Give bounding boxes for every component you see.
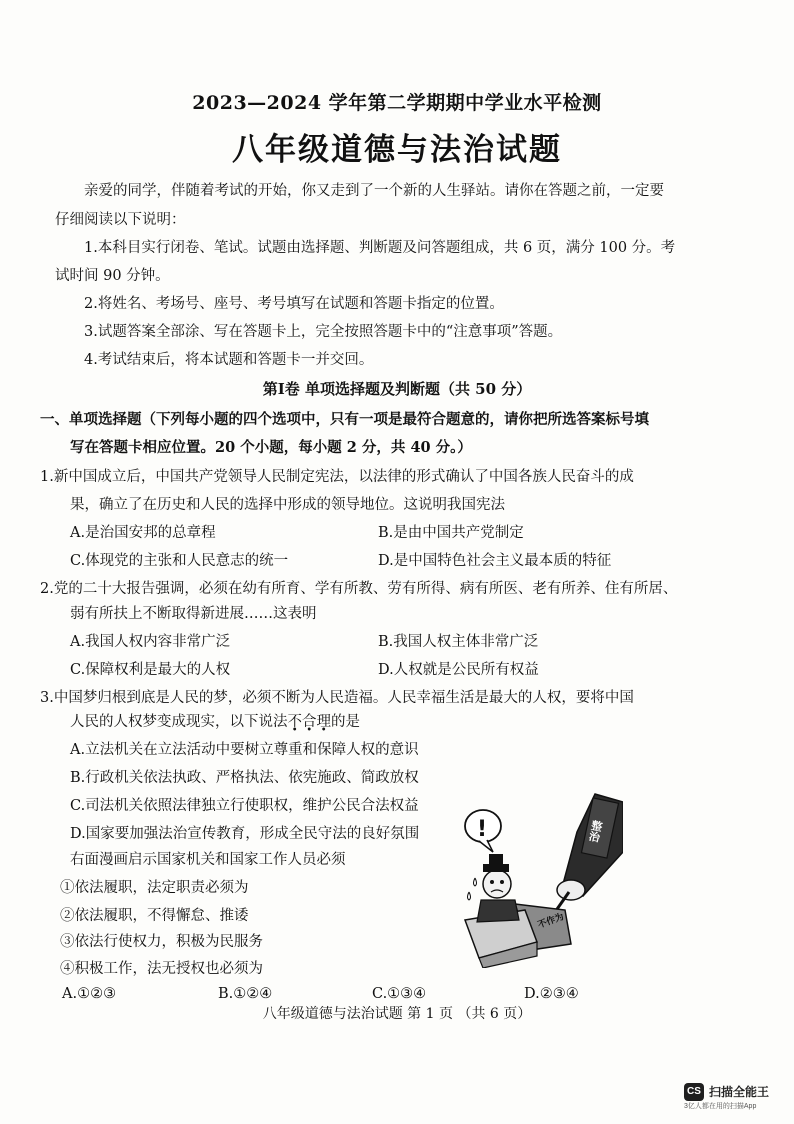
q1-stem-2: 果，确立了在历史和人民的选择中形成的领导地位。这说明我国宪法 [70, 497, 505, 513]
q4-option-c: C.①③④ [372, 986, 427, 1002]
scanner-watermark [684, 1083, 788, 1113]
note-2: 2.将姓名、考场号、座号、考号填写在试题和答题卡指定的位置。 [84, 296, 504, 312]
scanner-logo-icon: CS [684, 1083, 704, 1101]
subject-title: 八年级道德与法治试题 [232, 132, 562, 168]
section-title: 第Ⅰ卷 单项选择题及判断题（共 50 分） [262, 380, 532, 398]
q2-stem-1: 2.党的二十大报告强调，必须在幼有所育、学有所教、劳有所得、病有所医、老有所养、住有所居、 [40, 581, 678, 597]
q4-statement-1: ①依法履职，法定职责必须为 [60, 880, 249, 896]
q1-option-b: B.是由中国共产党制定 [378, 525, 524, 541]
emphasis-char: 合 [302, 714, 317, 730]
q2-option-a: A.我国人权内容非常广泛 [70, 634, 231, 650]
part1-instruction-1: 一、单项选择题（下列每小题的四个选项中，只有一项是最符合题意的，请你把所选答案标号填 [40, 411, 649, 428]
q2-option-c: C.保障权利是最大的人权 [70, 662, 231, 678]
page-footer: 八年级道德与法治试题 第 1 页 （共 6 页） [262, 1006, 532, 1022]
comic-illustration [445, 792, 623, 968]
emphasis-char: 不 [287, 714, 302, 730]
comic-exclaim: ! [477, 817, 488, 842]
comic-box-text: 不作为 [536, 912, 566, 931]
q2-option-b: B.我国人权主体非常广泛 [378, 634, 539, 650]
q3-stem-1: 3.中国梦归根到底是人民的梦，必须不断为人民造福。人民幸福生活是最大的人权，要将中国 [40, 690, 634, 706]
intro-line-2: 仔细阅读以下说明： [55, 212, 186, 228]
q1-option-a: A.是治国安邦的总章程 [70, 525, 216, 541]
note-4: 4.考试结束后，将本试题和答题卡一并交回。 [84, 352, 374, 368]
q4-option-a: A.①②③ [62, 986, 117, 1002]
q3-emphasis [288, 714, 332, 730]
note-3: 3.试题答案全部涂、写在答题卡上，完全按照答题卡中的“注意事项”答题。 [84, 324, 563, 340]
q3-option-a: A.立法机关在立法活动中要树立尊重和保障人权的意识 [70, 742, 419, 758]
q4-statement-4: ④积极工作，法无授权也必须为 [60, 961, 263, 977]
q1-option-c: C.体现党的主张和人民意志的统一 [70, 553, 289, 569]
q3-stem-2-post: 的是 [331, 714, 360, 730]
q4-option-b: B.①②④ [218, 986, 273, 1002]
note-1b: 试时间 90 分钟。 [55, 268, 170, 284]
q3-option-b: B.行政机关依法执政、严格执法、依宪施政、简政放权 [70, 770, 419, 786]
intro-line-1: 亲爱的同学，伴随着考试的开始，你又走到了一个新的人生驿站。请你在答题之前，一定要 [84, 183, 664, 199]
q3-option-c: C.司法机关依照法律独立行使职权，维护公民合法权益 [70, 798, 419, 814]
q4-option-d: D.②③④ [524, 986, 579, 1002]
q4-statement-2: ②依法履职，不得懈怠、推诿 [60, 908, 249, 924]
q3-option-d: D.国家要加强法治宣传教育，形成全民守法的良好氛围 [70, 826, 420, 842]
q3-stem-2-pre: 人民的人权梦变成现实，以下说法 [70, 714, 288, 730]
q4-stem: 右面漫画启示国家机关和国家工作人员必须 [70, 852, 346, 868]
q1-stem-1: 1.新中国成立后，中国共产党领导人民制定宪法，以法律的形式确认了中国各族人民奋斗的成 [40, 469, 634, 485]
exam-title: 2023—2024 学年第二学期期中学业水平检测 [192, 92, 602, 114]
comic-sign-text: 整治 [586, 818, 604, 844]
part1-instruction-2: 写在答题卡相应位置。20 个小题，每小题 2 分，共 40 分。） [70, 439, 472, 456]
emphasis-char: 理 [316, 714, 331, 730]
scanner-name: 扫描全能王 [709, 1085, 770, 1099]
q4-statement-3: ③依法行使权力，积极为民服务 [60, 934, 263, 950]
note-1a: 1.本科目实行闭卷、笔试。试题由选择题、判断题及问答题组成，共 6 页，满分 100 分。考 [84, 240, 676, 256]
q1-option-d: D.是中国特色社会主义最本质的特征 [378, 553, 612, 569]
q2-stem-2: 弱有所扶上不断取得新进展……这表明 [70, 606, 317, 622]
q3-stem-2 [70, 712, 360, 732]
q3-emphasis-text [288, 714, 332, 730]
scanner-slogan: 3亿人都在用的扫描App [684, 1103, 757, 1110]
q2-option-d: D.人权就是公民所有权益 [378, 662, 539, 678]
